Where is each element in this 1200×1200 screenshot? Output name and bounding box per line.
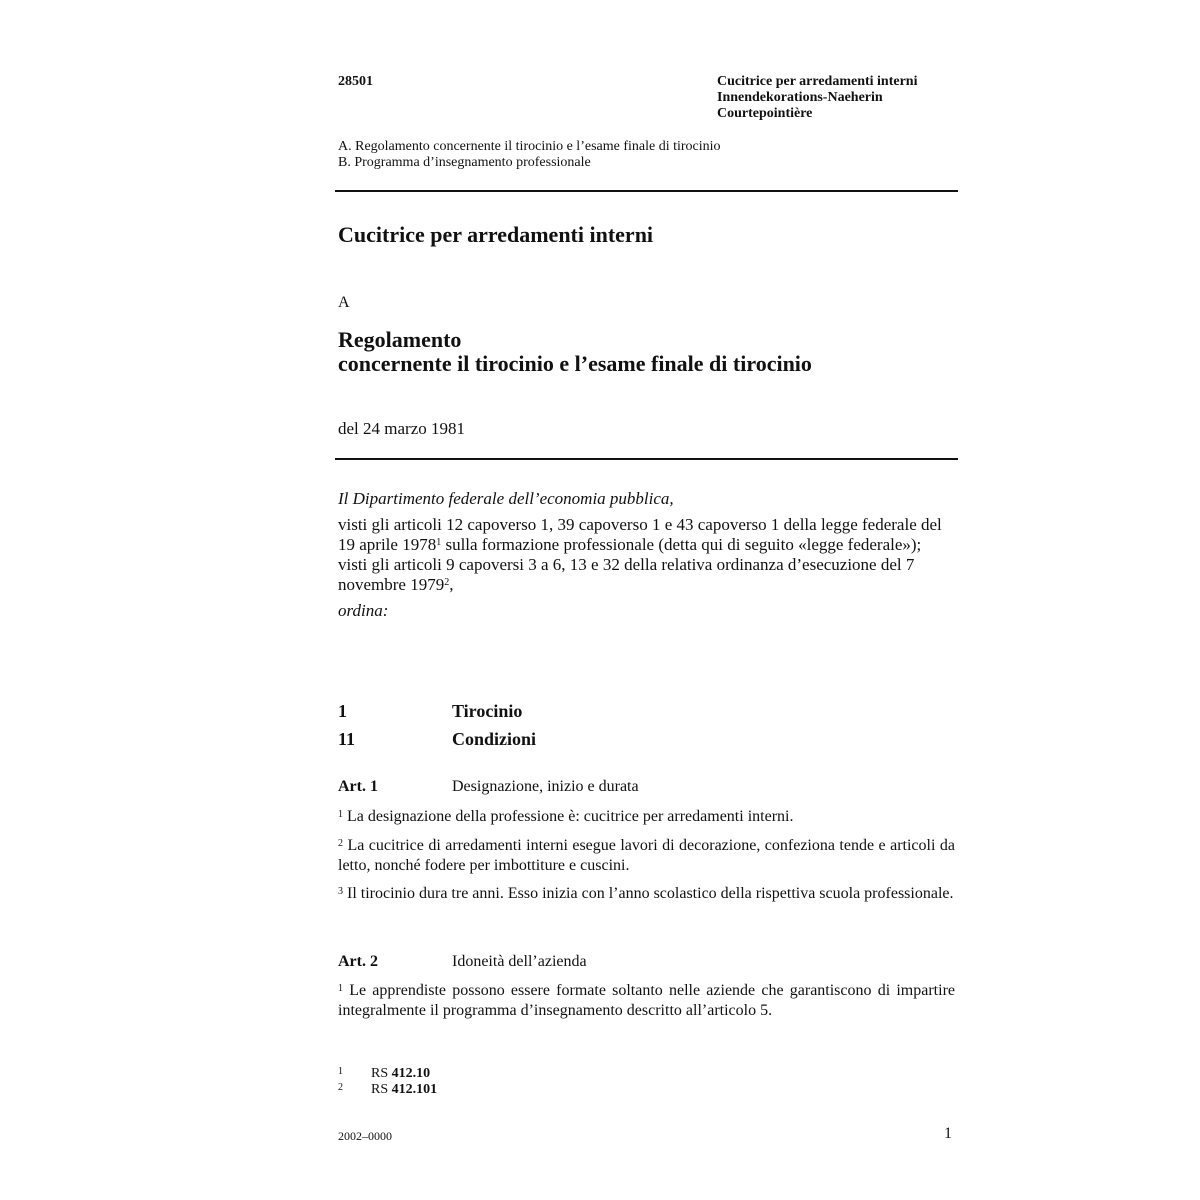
footnote-ref-1[interactable]: 1 — [436, 537, 442, 548]
footnote-1 — [338, 1064, 430, 1081]
preamble-p1-text: visti gli articoli 12 capoverso 1, 39 capoverso 1 e 43 capoverso 1 della legge federale del 19 aprile 1978 — [338, 515, 942, 554]
contents-item-a: A. Regolamento concernente il tirocinio e l’esame finale di tirocinio — [338, 139, 721, 154]
paragraph-number: 2 — [338, 838, 343, 849]
preamble-intro: Il Dipartimento federale dell’economia pubblica, — [338, 489, 674, 508]
footnote-prefix: RS — [371, 1082, 392, 1097]
article-2-heading — [338, 953, 587, 971]
subsection-title: Condizioni — [452, 729, 537, 749]
regulation-title-line2: concernente il tirocinio e l’esame finale di tirocinio — [338, 351, 812, 376]
preamble-paragraph-2 — [338, 555, 958, 595]
regulation-date: del 24 marzo 1981 — [338, 419, 465, 438]
paragraph-text: La cucitrice di arredamenti interni esegue lavori di decorazione, confeziona tende e articoli da letto, nonché fodere per imbottiture e cuscini. — [338, 837, 955, 874]
footnote-ref: 412.10 — [391, 1066, 431, 1081]
paragraph-text: Le apprendiste possono essere formate soltanto nelle aziende che garantiscono di impartire integralmente il programma d’insegnamento descritto all’articolo 5. — [338, 982, 955, 1019]
document-code: 28501 — [338, 74, 373, 89]
page-title: Cucitrice per arredamenti interni — [338, 222, 654, 247]
regulation-title-line1: Regolamento — [338, 327, 462, 352]
paragraph-text: La designazione della professione è: cucitrice per arredamenti interni. — [347, 808, 794, 825]
section-number: 1 — [338, 701, 347, 721]
subsection-number: 11 — [338, 729, 356, 749]
article-2-title: Idoneità dell’azienda — [452, 953, 587, 970]
preamble-paragraph-1 — [338, 515, 958, 555]
header-titles — [717, 74, 917, 122]
article-1-number: Art. 1 — [338, 778, 378, 795]
paragraph-number: 1 — [338, 809, 343, 820]
section-title: Tirocinio — [452, 701, 523, 721]
regulation-title — [338, 328, 812, 376]
part-letter: A — [338, 294, 350, 311]
footnote-prefix: RS — [371, 1066, 392, 1081]
article-2-number: Art. 2 — [338, 953, 378, 970]
article-1-paragraph-2 — [338, 836, 955, 876]
header-title-de: Innendekorations-Naeherin — [717, 90, 883, 105]
footnote-2 — [338, 1080, 437, 1097]
contents-list — [338, 139, 721, 171]
preamble-ordina: ordina: — [338, 601, 389, 620]
footnote-mark: 1 — [338, 1066, 343, 1077]
subsection-heading — [338, 729, 536, 750]
section-heading — [338, 701, 522, 722]
contents-item-b: B. Programma d’insegnamento professionale — [338, 155, 591, 170]
article-1-title: Designazione, inizio e durata — [452, 778, 639, 795]
footer-code: 2002–0000 — [338, 1129, 392, 1143]
preamble-p2-text: visti gli articoli 9 capoversi 3 a 6, 13 e 32 della relativa ordinanza d’esecuzione del 7 novembre 1979 — [338, 555, 915, 594]
preamble-p1-text-end: sulla formazione professionale (detta qui di seguito «legge federale»); — [441, 535, 922, 554]
header-title-it: Cucitrice per arredamenti interni — [717, 74, 918, 89]
footnote-mark: 2 — [338, 1082, 343, 1093]
divider-mid — [335, 458, 958, 460]
article-2-paragraph-1 — [338, 981, 955, 1021]
article-1-paragraph-3 — [338, 884, 955, 904]
paragraph-number: 3 — [338, 886, 343, 897]
article-1-heading — [338, 778, 639, 796]
paragraph-text: Il tirocinio dura tre anni. Esso inizia con l’anno scolastico della rispettiva scuola professionale. — [347, 885, 954, 902]
header-title-fr: Courtepointière — [717, 106, 813, 121]
divider-top — [335, 190, 958, 192]
paragraph-number: 1 — [338, 983, 343, 994]
footnote-ref-2[interactable]: 2 — [444, 577, 450, 588]
preamble — [338, 489, 958, 621]
page-number: 1 — [944, 1125, 952, 1142]
footnote-ref: 412.101 — [391, 1082, 438, 1097]
preamble-p2-text-end: , — [449, 575, 454, 594]
article-1-paragraph-1 — [338, 807, 955, 827]
